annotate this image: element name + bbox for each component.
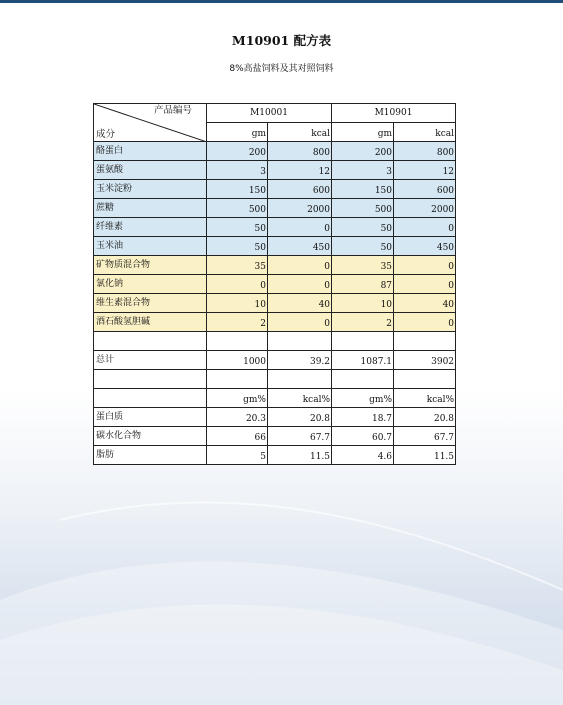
total-row xyxy=(94,351,456,370)
nutrient-name: 碳水化合物 xyxy=(94,427,207,446)
nutrient-row xyxy=(94,427,456,446)
value-cell: 450 xyxy=(394,237,456,256)
ingredient-row xyxy=(94,256,456,275)
ingredient-name: 蛋氨酸 xyxy=(94,161,207,180)
ingredient-name: 纤维素 xyxy=(94,218,207,237)
empty-cell xyxy=(268,370,332,389)
ingredient-name: 玉米油 xyxy=(94,237,207,256)
spacer-row xyxy=(94,370,456,389)
value-cell: 2 xyxy=(207,313,268,332)
unit-cell: gm xyxy=(332,123,394,142)
value-cell: 20.3 xyxy=(207,408,268,427)
background-wave-decoration xyxy=(0,480,563,705)
value-cell: 5 xyxy=(207,446,268,465)
total-value-cell: 1000 xyxy=(207,351,268,370)
ingredient-row xyxy=(94,218,456,237)
unit-cell: kcal xyxy=(268,123,332,142)
ingredient-row xyxy=(94,161,456,180)
value-cell: 60.7 xyxy=(332,427,394,446)
nutrient-row xyxy=(94,446,456,465)
ingredient-row xyxy=(94,275,456,294)
ingredient-name: 维生素混合物 xyxy=(94,294,207,313)
value-cell: 2000 xyxy=(268,199,332,218)
value-cell: 0 xyxy=(268,275,332,294)
value-cell: 4.6 xyxy=(332,446,394,465)
table-header-row xyxy=(94,104,456,123)
value-cell: 50 xyxy=(207,218,268,237)
unit-cell: kcal xyxy=(394,123,456,142)
ingredient-row xyxy=(94,294,456,313)
empty-cell xyxy=(207,332,268,351)
top-accent-bar xyxy=(0,0,563,3)
document-subtitle: 8%高盐饲料及其对照饲料 xyxy=(229,64,334,74)
value-cell: 0 xyxy=(394,275,456,294)
value-cell: 0 xyxy=(268,218,332,237)
value-cell: 150 xyxy=(207,180,268,199)
ingredient-name: 氯化钠 xyxy=(94,275,207,294)
value-cell: 800 xyxy=(268,142,332,161)
empty-cell xyxy=(94,389,207,408)
document-title: M10901 配方表 xyxy=(231,33,332,48)
product-header-m10901: M10901 xyxy=(332,104,456,123)
value-cell: 0 xyxy=(394,313,456,332)
value-cell: 3 xyxy=(207,161,268,180)
value-cell: 50 xyxy=(207,237,268,256)
value-cell: 40 xyxy=(268,294,332,313)
ingredient-name: 酪蛋白 xyxy=(94,142,207,161)
value-cell: 12 xyxy=(268,161,332,180)
unit-cell: kcal% xyxy=(394,389,456,408)
value-cell: 20.8 xyxy=(268,408,332,427)
empty-cell xyxy=(394,370,456,389)
empty-cell xyxy=(268,332,332,351)
empty-cell xyxy=(207,370,268,389)
ingredient-name: 蔗糖 xyxy=(94,199,207,218)
value-cell: 450 xyxy=(268,237,332,256)
value-cell: 50 xyxy=(332,237,394,256)
value-cell: 150 xyxy=(332,180,394,199)
value-cell: 600 xyxy=(394,180,456,199)
value-cell: 50 xyxy=(332,218,394,237)
unit-cell: gm xyxy=(207,123,268,142)
spacer-row xyxy=(94,332,456,351)
value-cell: 800 xyxy=(394,142,456,161)
empty-cell xyxy=(332,370,394,389)
ingredient-row xyxy=(94,313,456,332)
total-value-cell: 3902 xyxy=(394,351,456,370)
header-product-code-label: 产品编号 xyxy=(153,105,192,116)
value-cell: 67.7 xyxy=(268,427,332,446)
header-corner-cell xyxy=(94,104,207,142)
value-cell: 11.5 xyxy=(394,446,456,465)
value-cell: 35 xyxy=(332,256,394,275)
formula-table xyxy=(93,103,456,465)
value-cell: 0 xyxy=(207,275,268,294)
empty-cell xyxy=(94,370,207,389)
nutrient-row xyxy=(94,408,456,427)
value-cell: 2 xyxy=(332,313,394,332)
ingredient-name: 玉米淀粉 xyxy=(94,180,207,199)
value-cell: 600 xyxy=(268,180,332,199)
total-value-cell: 1087.1 xyxy=(332,351,394,370)
ingredient-row xyxy=(94,180,456,199)
total-label: 总计 xyxy=(94,351,207,370)
value-cell: 10 xyxy=(332,294,394,313)
value-cell: 200 xyxy=(207,142,268,161)
ingredient-name: 酒石酸氢胆碱 xyxy=(94,313,207,332)
value-cell: 0 xyxy=(394,256,456,275)
unit-cell: gm% xyxy=(332,389,394,408)
ingredient-name: 矿物质混合物 xyxy=(94,256,207,275)
empty-cell xyxy=(332,332,394,351)
ingredient-row xyxy=(94,142,456,161)
value-cell: 40 xyxy=(394,294,456,313)
value-cell: 3 xyxy=(332,161,394,180)
value-cell: 67.7 xyxy=(394,427,456,446)
nutrient-name: 脂肪 xyxy=(94,446,207,465)
value-cell: 11.5 xyxy=(268,446,332,465)
value-cell: 500 xyxy=(332,199,394,218)
unit-cell: kcal% xyxy=(268,389,332,408)
ingredient-row xyxy=(94,237,456,256)
value-cell: 12 xyxy=(394,161,456,180)
value-cell: 66 xyxy=(207,427,268,446)
value-cell: 20.8 xyxy=(394,408,456,427)
header-ingredient-label: 成分 xyxy=(96,128,116,140)
value-cell: 0 xyxy=(268,256,332,275)
value-cell: 87 xyxy=(332,275,394,294)
value-cell: 2000 xyxy=(394,199,456,218)
value-cell: 0 xyxy=(394,218,456,237)
value-cell: 18.7 xyxy=(332,408,394,427)
product-header-m10001: M10001 xyxy=(207,104,332,123)
value-cell: 200 xyxy=(332,142,394,161)
unit-cell: gm% xyxy=(207,389,268,408)
value-cell: 500 xyxy=(207,199,268,218)
value-cell: 35 xyxy=(207,256,268,275)
nutrient-name: 蛋白质 xyxy=(94,408,207,427)
value-cell: 0 xyxy=(268,313,332,332)
empty-cell xyxy=(394,332,456,351)
value-cell: 10 xyxy=(207,294,268,313)
percent-unit-row xyxy=(94,389,456,408)
total-value-cell: 39.2 xyxy=(268,351,332,370)
ingredient-row xyxy=(94,199,456,218)
empty-cell xyxy=(94,332,207,351)
